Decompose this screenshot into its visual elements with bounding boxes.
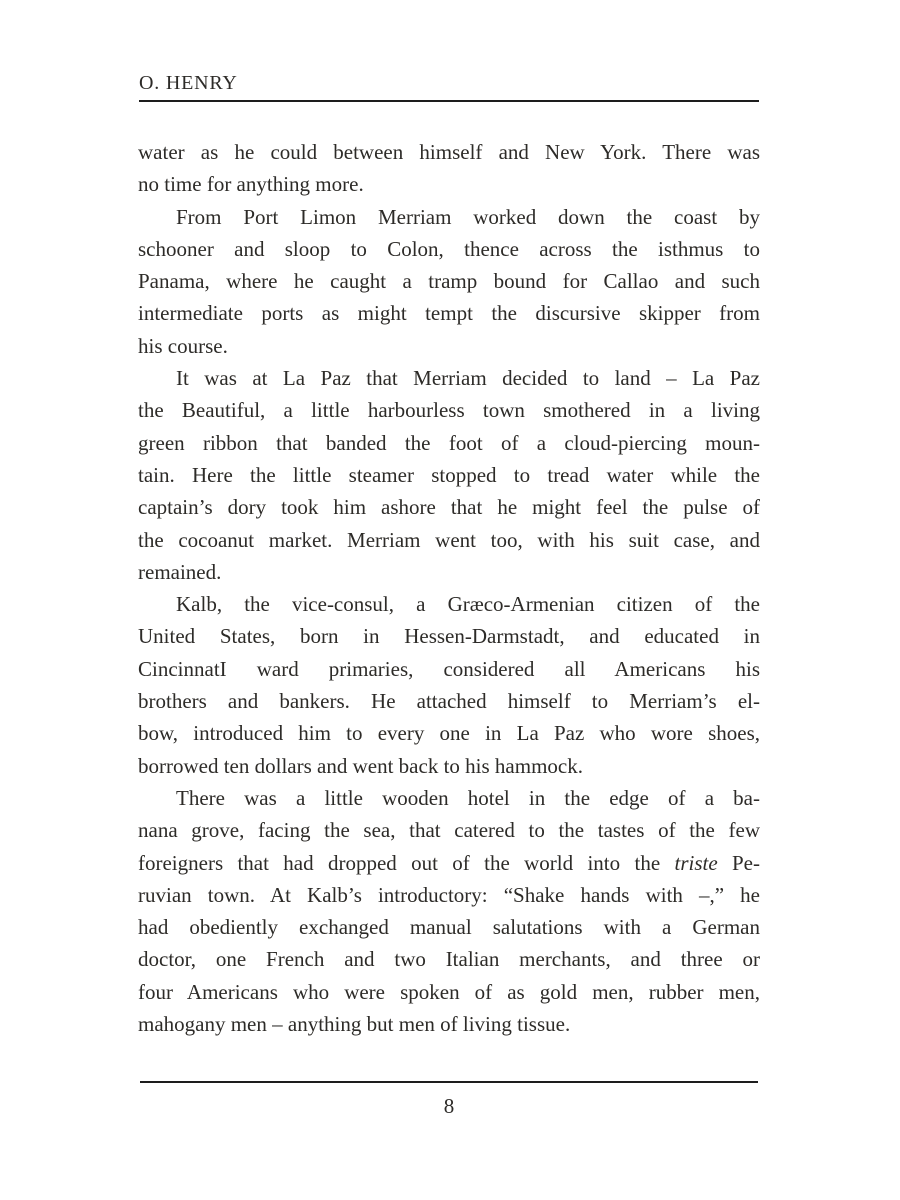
text-line: the Beautiful, a little harbourless town smothered in a living: [138, 398, 760, 423]
text-line: ruvian town. At Kalb’s introductory: “Shake hands with –,” he: [138, 882, 760, 907]
text-line: It was at La Paz that Merriam decided to land – La Paz: [176, 366, 760, 391]
text-line: mahogany men – anything but men of living tissue.: [138, 1012, 571, 1037]
text-line: bow, introduced him to every one in La Paz who wore shoes,: [138, 721, 760, 746]
text-line: no time for anything more.: [138, 172, 364, 197]
text-line: captain’s dory took him ashore that he might feel the pulse of: [138, 495, 760, 520]
text-line: his course.: [138, 333, 228, 358]
text-line: green ribbon that banded the foot of a cloud-piercing moun-: [138, 430, 760, 455]
text-line: From Port Limon Merriam worked down the coast by: [176, 204, 760, 229]
text-line: CincinnatI ward primaries, considered all Americans his: [138, 656, 760, 681]
text-line: four Americans who were spoken of as gold men, rubber men,: [138, 979, 760, 1004]
text-line: had obediently exchanged manual salutations with a German: [138, 915, 760, 940]
text-line: brothers and bankers. He attached himself to Merriam’s el-: [138, 689, 760, 714]
text-line: There was a little wooden hotel in the edge of a ba-: [176, 785, 760, 810]
text-line: water as he could between himself and New York. There was: [138, 140, 760, 164]
header-rule: [139, 100, 759, 102]
text-line: nana grove, facing the sea, that catered to the tastes of the few: [138, 818, 760, 843]
footer-rule: [140, 1081, 758, 1083]
running-header: O. HENRY: [139, 72, 238, 94]
text-line: Panama, where he caught a tramp bound for Callao and such: [138, 269, 760, 294]
body-text: [138, 136, 760, 1040]
text-line: borrowed ten dollars and went back to his hammock.: [138, 753, 583, 778]
text-line: Kalb, the vice-consul, a Græco-Armenian citizen of the: [176, 592, 760, 617]
text-line: remained.: [138, 559, 222, 584]
page-number: 8: [443, 1094, 455, 1118]
text-line: doctor, one French and two Italian merchants, and three or: [138, 947, 760, 972]
text-line: foreigners that had dropped out of the world into the triste Pe-: [138, 850, 760, 875]
text-line: schooner and sloop to Colon, thence across the isthmus to: [138, 236, 760, 261]
text-line: the cocoanut market. Merriam went too, with his suit case, and: [138, 527, 760, 552]
text-line: intermediate ports as might tempt the discursive skipper from: [138, 301, 760, 326]
text-line: United States, born in Hessen-Darmstadt, and educated in: [138, 624, 760, 649]
text-line: tain. Here the little steamer stopped to tread water while the: [138, 462, 760, 487]
